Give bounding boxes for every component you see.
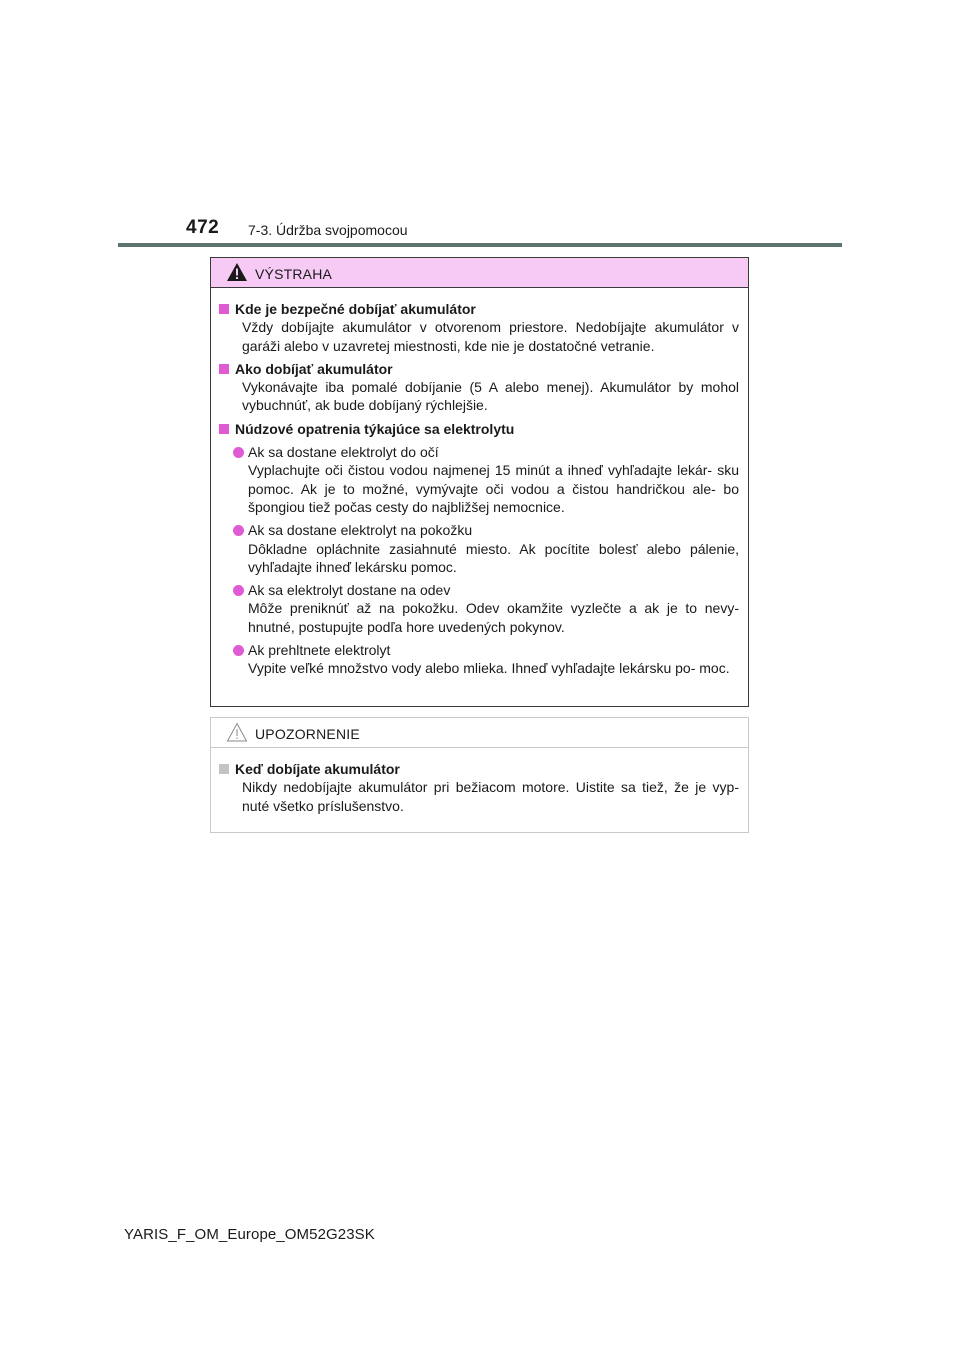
caution-title: UPOZORNENIE bbox=[255, 726, 360, 742]
paragraph: Vykonávajte iba pomalé dobíjanie (5 A alebo menej). Akumulátor by mohol vybuchnúť, ak bude dobíjaný rýchlejšie. bbox=[242, 379, 739, 414]
bullet-text: Dôkladne opláchnite zasiahnuté miesto. Ak pocítite bolesť alebo pálenie, vyhľadajte ihneď lekársku pomoc. bbox=[248, 540, 739, 575]
heading-text: Núdzové opatrenia týkajúce sa elektrolytu bbox=[235, 420, 515, 437]
warning-box bbox=[210, 257, 749, 707]
square-bullet-icon bbox=[219, 424, 229, 434]
warning-header bbox=[211, 258, 748, 288]
bullet-text: Môže preniknúť až na pokožku. Odev okamžite vyzlečte a ak je to nevy- hnutné, postupujte podľa hore uvedených pokynov. bbox=[248, 600, 739, 635]
list-item bbox=[218, 581, 739, 636]
heading-text: Kde je bezpečné dobíjať akumulátor bbox=[235, 301, 476, 317]
bullet-title: Ak sa dostane elektrolyt do očí bbox=[248, 444, 439, 461]
page-number: 472 bbox=[186, 217, 220, 238]
page-header bbox=[118, 214, 842, 248]
bullet-title: Ak prehltnete elektrolyt bbox=[248, 642, 391, 659]
paragraph: Nikdy nedobíjajte akumulátor pri bežiacom motore. Uistite sa tiež, že je vyp- nuté všetko príslušenstvo. bbox=[242, 779, 739, 814]
round-bullet-icon bbox=[233, 447, 244, 458]
bullet-text: Vyplachujte oči čistou vodou najmenej 15 minút a ihneď vyhľadajte lekár- sku pomoc. Ak je to možné, vymývajte oči vodou a čistou handričkou ale- bo špongiou tiež počas cesty do najbližšej nemocnice. bbox=[248, 462, 739, 515]
bullet-text: Vypite veľké množstvo vody alebo mlieka. Ihneď vyhľadajte lekársku po- moc. bbox=[248, 660, 730, 677]
section-title: 7-3. Údržba svojpomocou bbox=[248, 222, 408, 238]
round-bullet-icon bbox=[233, 645, 244, 656]
heading-text: Keď dobíjate akumulátor bbox=[235, 761, 400, 777]
section-heading bbox=[218, 760, 739, 778]
bullet-title: Ak sa elektrolyt dostane na odev bbox=[248, 582, 451, 599]
section-heading bbox=[218, 420, 739, 438]
warning-triangle-icon bbox=[226, 262, 248, 282]
square-bullet-icon bbox=[219, 304, 229, 314]
heading-text: Ako dobíjať akumulátor bbox=[235, 360, 393, 377]
warning-body bbox=[211, 288, 748, 678]
square-bullet-icon bbox=[219, 764, 229, 774]
list-item bbox=[218, 641, 739, 678]
header-rule bbox=[118, 243, 842, 247]
document-id: YARIS_F_OM_Europe_OM52G23SK bbox=[124, 1226, 375, 1243]
square-bullet-icon bbox=[219, 364, 229, 374]
section-heading bbox=[218, 300, 739, 318]
round-bullet-icon bbox=[233, 525, 244, 536]
list-item bbox=[218, 443, 739, 516]
section-heading bbox=[218, 360, 739, 378]
paragraph: Vždy dobíjajte akumulátor v otvorenom priestore. Nedobíjajte akumulátor v garáži alebo v uzavretej miestnosti, kde nie je dostatočné vetranie. bbox=[242, 319, 739, 354]
caution-body bbox=[211, 748, 748, 815]
warning-title: VÝSTRAHA bbox=[255, 266, 333, 282]
list-item bbox=[218, 521, 739, 576]
caution-header bbox=[211, 718, 748, 748]
caution-triangle-icon bbox=[226, 722, 248, 742]
caution-box bbox=[210, 717, 749, 833]
bullet-title: Ak sa dostane elektrolyt na pokožku bbox=[248, 522, 473, 539]
round-bullet-icon bbox=[233, 585, 244, 596]
